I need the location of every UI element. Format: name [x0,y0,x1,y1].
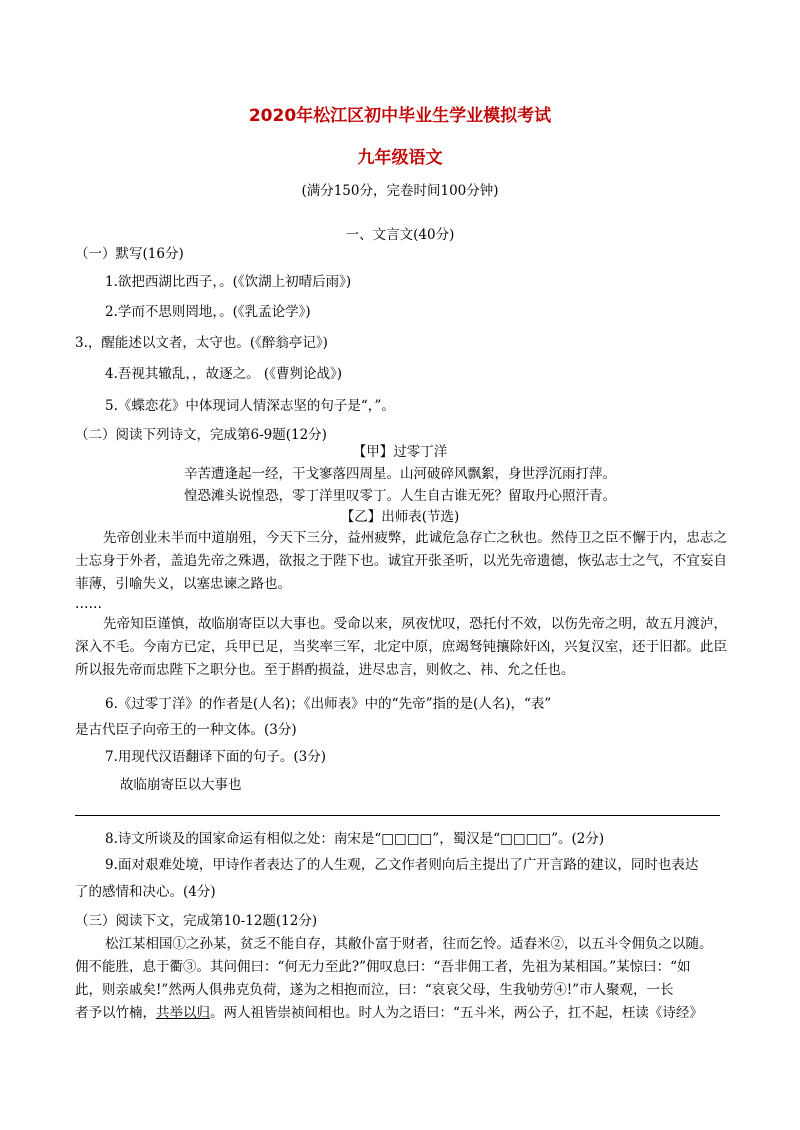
exam-note: (满分150分，完卷时间100分钟) [301,183,499,199]
poem-line-2: 惶恐滩头说惶恐，零丁洋里叹零丁。人生自古谁无死？留取丹心照汗青。 [184,488,616,504]
part2-heading: （二）阅读下列诗文，完成第6-9题(12分) [75,427,327,443]
passage-line-2: 佣不能胜，息于衢③。其问佣曰：“何无力至此?”佣叹息曰：“吾非佣工者，先祖为某相国。”某惊曰：“如 [75,959,691,975]
subject-title: 九年级语文 [357,148,443,168]
question-9-line-2: 了的感情和决心。(4分) [75,884,216,900]
poem-line-1: 辛苦遭逢起一经，干戈寥落四周星。山河破碎风飘絮，身世浮沉雨打萍。 [184,466,616,482]
poem-title: 【甲】过零丁洋 [352,444,448,460]
question-4: 4.吾视其辙乱，，故逐之。 (《曹刿论战》) [105,366,342,382]
question-9-line-1: 9.面对艰难处境，甲诗作者表达了的人生观，乙文作者则向后主提出了广开言路的建议，同时也表达 [105,857,699,873]
exam-title: 2020年松江区初中毕业生学业模拟考试 [248,106,552,126]
prose-paragraph-2: 先帝知臣谨慎，故临崩寄臣以大事也。受命以来，夙夜忧叹，恐托付不效，以伤先帝之明，故五月渡泸，深入不毛。今南方已定，兵甲已足，当奖率三军，北定中原，庶竭驽钝攘除奸凶，兴复汉室，还于旧都。此臣所以报先帝而忠陛下之职分也。至于斟酌损益，进尽忠言，则攸之、祎、允之任也。 [75,616,727,678]
question-3: 3.，醒能述以文者，太守也。(《醉翁亭记》) [75,335,328,351]
question-7: 7.用现代汉语翻译下面的句子。(3分) [105,749,327,765]
prose-title: 【乙】出师表(节选) [340,509,460,525]
prose-paragraph-1: 先帝创业未半而中道崩殂，今天下三分，益州疲弊，此诚危急存亡之秋也。然侍卫之臣不懈于内，忠志之士忘身于外者，盖追先帝之殊遇，欲报之于陛下也。诚宜开张圣听，以光先帝遗德，恢弘志士之气，不宜妄自菲薄，引喻失义，以塞忠谏之路也。 [75,530,727,592]
passage-line-4-start: 者予以竹楠， [75,1005,156,1021]
question-7-sentence: 故临崩寄臣以大事也 [120,777,242,793]
answer-line [75,815,720,816]
question-5: 5.《蝶恋花》中体现词人情深志坚的句子是“，”。 [105,398,395,414]
question-6-line-2: 是古代臣子向帝王的一种文体。(3分) [75,722,297,738]
section-heading: 一、文言文(40分) [345,227,455,243]
question-1: 1.欲把西湖比西子，。(《饮湖上初晴后雨》) [105,274,352,290]
part1-heading: （一）默写(16分) [75,246,184,262]
passage-line-4 [75,1003,703,1023]
underlined-phrase: 共举以归 [156,1005,210,1021]
question-2: 2.学而不思则罔地，。(《乳孟论学》) [105,304,311,320]
question-8: 8.诗文所谈及的国家命运有相似之处：南宋是“□□□□”，蜀汉是“□□□□”。(2分) [105,831,605,847]
passage-line-1: 松江某相国①之孙某，贫乏不能自存，其敝仆富于财者，往而乞怜。适舂米②，以五斗令佣负之以随。 [105,936,713,952]
passage-line-3: 此，则亲戚矣!”然两人俱弗克负荷，遂为之相抱而泣，曰：“哀哀父母，生我劬劳④!”市人聚观，一长 [75,982,674,998]
prose-ellipsis: …… [75,596,102,612]
passage-line-4-end: 。两人祖皆崇祯间相也。时人为之语曰：“五斗米，两公子，扛不起，枉读《诗经》 [210,1005,703,1021]
question-6-line-1: 6.《过零丁洋》的作者是(人名)；《出师表》中的“先帝”指的是(人名)，“表” [105,696,552,712]
part3-heading: （三）阅读下文，完成第10-12题(12分) [75,913,318,929]
